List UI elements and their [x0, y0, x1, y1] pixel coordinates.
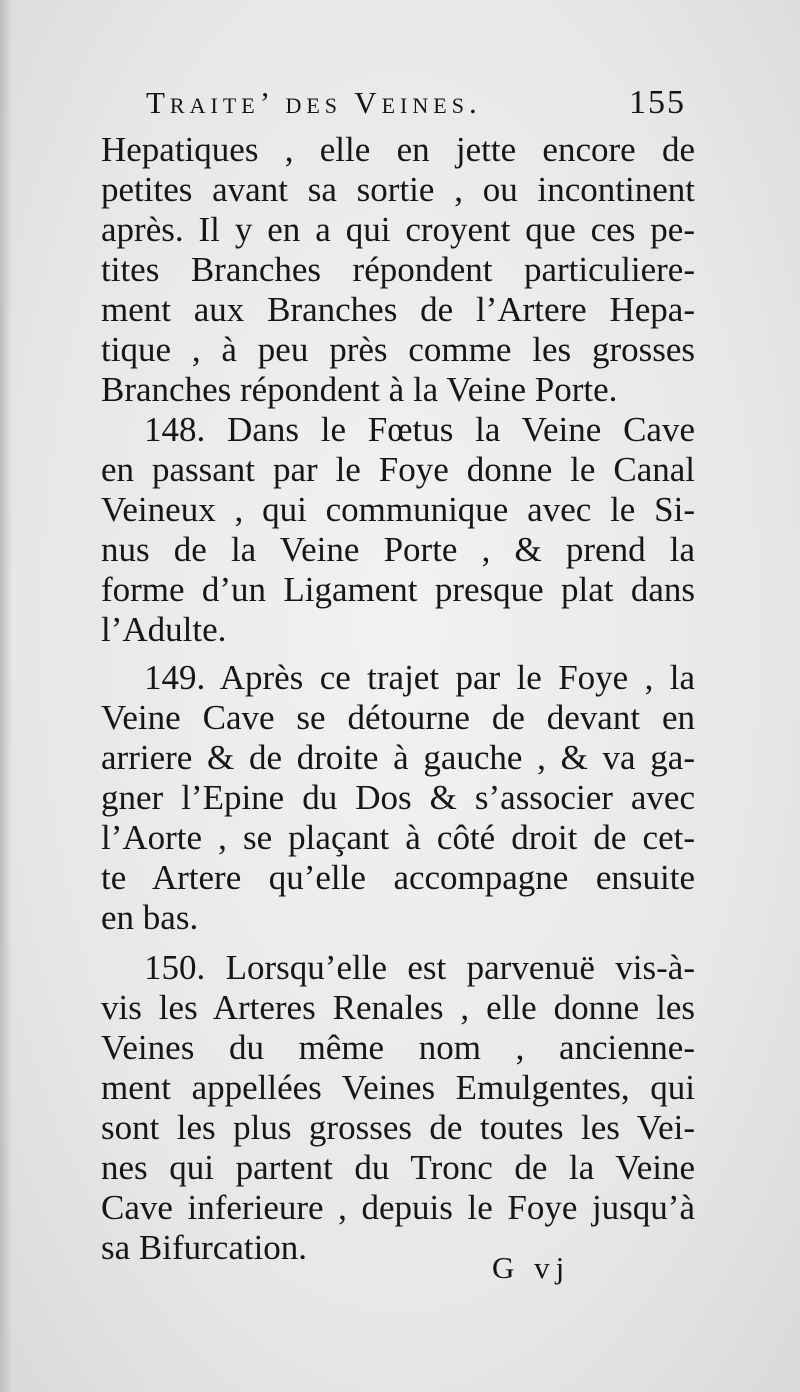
text-line: Hepatiques , elle en jette encore de [101, 130, 695, 169]
page-gutter-shadow [0, 0, 12, 1392]
text-line: l’Aorte , se plaçant à côté droit de cet- [101, 818, 695, 857]
text-line: nus de la Veine Porte , & prend la [101, 530, 695, 569]
text-line: vis les Arteres Renales , elle donne les [101, 988, 695, 1027]
text-line: tique , à peu près comme les grosses [101, 330, 695, 369]
text-line: te Artere qu’elle accompagne ensuite [101, 858, 695, 897]
running-title: Traite’ des Veines. [146, 85, 482, 120]
text-line: ment aux Branches de l’Artere Hepa- [101, 290, 695, 329]
text-line: gner l’Epine du Dos & s’associer avec [101, 778, 695, 817]
running-header [146, 84, 686, 134]
text-line: Cave inferieure , depuis le Foye jusqu’à [101, 1188, 695, 1227]
page-number: 155 [629, 84, 686, 121]
text-line: Branches répondent à la Veine Porte. [101, 370, 618, 409]
text-line: en bas. [101, 898, 199, 937]
text-line: ment appellées Veines Emulgentes, qui [101, 1068, 695, 1107]
text-line: arriere & de droite à gauche , & va ga- [101, 738, 695, 777]
text-line: nes qui partent du Tronc de la Veine [101, 1148, 695, 1187]
text-line: après. Il y en a qui croyent que ces pe- [101, 210, 695, 249]
signature-mark: G vj [492, 1250, 571, 1285]
text-line: Veineux , qui communique avec le Si- [101, 490, 695, 529]
paragraph-gap [101, 938, 695, 948]
text-line: l’Adulte. [101, 610, 227, 649]
text-line: Veine Cave se détourne de devant en [101, 698, 695, 737]
text-line: petites avant sa sortie , ou incontinent [101, 170, 695, 209]
text-line: forme d’un Ligament presque plat dans [101, 570, 695, 609]
paragraph-gap [101, 650, 695, 658]
text-line: en passant par le Foye donne le Canal [101, 450, 695, 489]
paragraph-150-first-line: 150. Lorsqu’elle est parvenuë vis-à- [144, 948, 695, 987]
text-line: sont les plus grosses de toutes les Vei- [101, 1108, 695, 1147]
text-line: Veines du même nom , ancienne- [101, 1028, 695, 1067]
paragraph-148-first-line: 148. Dans le Fœtus la Veine Cave [144, 410, 695, 449]
text-line: sa Bifurcation. [101, 1228, 308, 1267]
paragraph-149-first-line: 149. Après ce trajet par le Foye , la [144, 658, 695, 697]
body-text [101, 130, 695, 1268]
text-line: tites Branches répondent particuliere- [101, 250, 695, 289]
